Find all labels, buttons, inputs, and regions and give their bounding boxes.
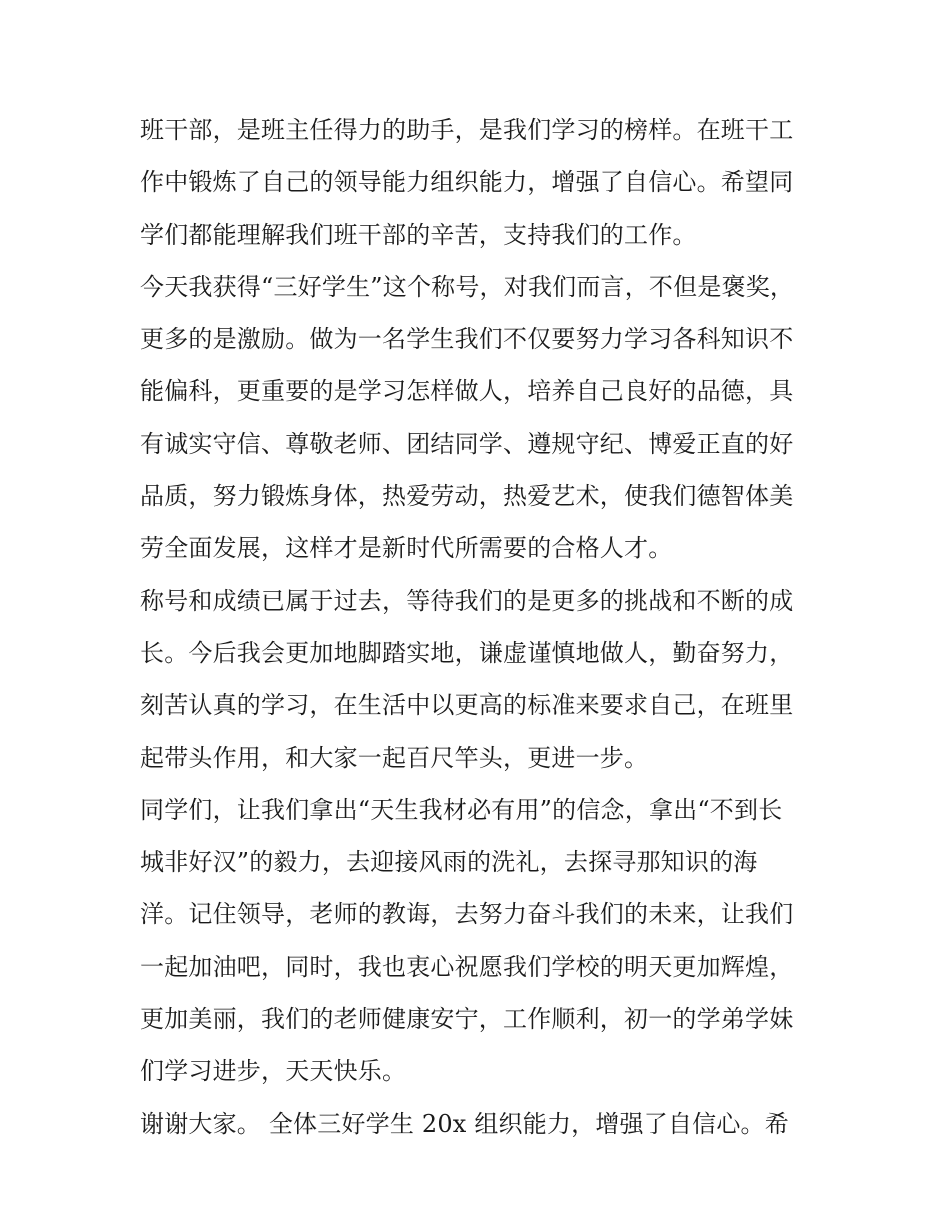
text-line: 洋。记住领导，老师的教诲，去努力奋斗我们的未来，让我们 bbox=[140, 900, 794, 929]
text-line: 们学习进步，天天快乐。 bbox=[140, 1057, 407, 1086]
text-line: 劳全面发展，这样才是新时代所需要的合格人才。 bbox=[140, 534, 673, 563]
document-body bbox=[140, 104, 820, 1150]
text-line: 品质，努力锻炼身体，热爱劳动，热爱艺术，使我们德智体美 bbox=[140, 482, 794, 511]
text-line: 刻苦认真的学习，在生活中以更高的标准来要求自己，在班里 bbox=[140, 691, 794, 720]
text-line: 班干部，是班主任得力的助手，是我们学习的榜样。在班干工 bbox=[140, 116, 794, 144]
text-line: 称号和成绩已属于过去，等待我们的是更多的挑战和不断的成 bbox=[140, 586, 794, 615]
text-line: 更加美丽，我们的老师健康安宁，工作顺利，初一的学弟学妹 bbox=[140, 1005, 794, 1034]
text-line: 能偏科，更重要的是学习怎样做人，培养自己良好的品德，具 bbox=[140, 377, 794, 406]
text-line: 今天我获得“三好学生”这个称号，对我们而言，不但是褒奖， bbox=[140, 272, 795, 301]
text-line: 长。今后我会更加地脚踏实地，谦虚谨慎地做人，勤奋努力， bbox=[140, 638, 794, 667]
text-line: 起带头作用，和大家一起百尺竿头，更进一步。 bbox=[140, 743, 649, 772]
text-line: 一起加油吧，同时，我也衷心祝愿我们学校的明天更加辉煌， bbox=[140, 952, 794, 981]
text-line: 学们都能理解我们班干部的辛苦，支持我们的工作。 bbox=[140, 220, 697, 249]
text-line: 谢谢大家。 全体三好学生 20x 组织能力，增强了自信心。希 bbox=[140, 1109, 789, 1138]
text-line: 作中锻炼了自己的领导能力组织能力，增强了自信心。希望同 bbox=[140, 168, 794, 197]
text-line: 同学们，让我们拿出“天生我材必有用”的信念，拿出“不到长 bbox=[140, 795, 783, 824]
text-line: 有诚实守信、尊敬老师、团结同学、遵规守纪、博爱正直的好 bbox=[140, 429, 794, 458]
text-line: 城非好汉”的毅力，去迎接风雨的洗礼，去探寻那知识的海 bbox=[140, 848, 758, 877]
text-line: 更多的是激励。做为一名学生我们不仅要努力学习各科知识不 bbox=[140, 325, 794, 354]
